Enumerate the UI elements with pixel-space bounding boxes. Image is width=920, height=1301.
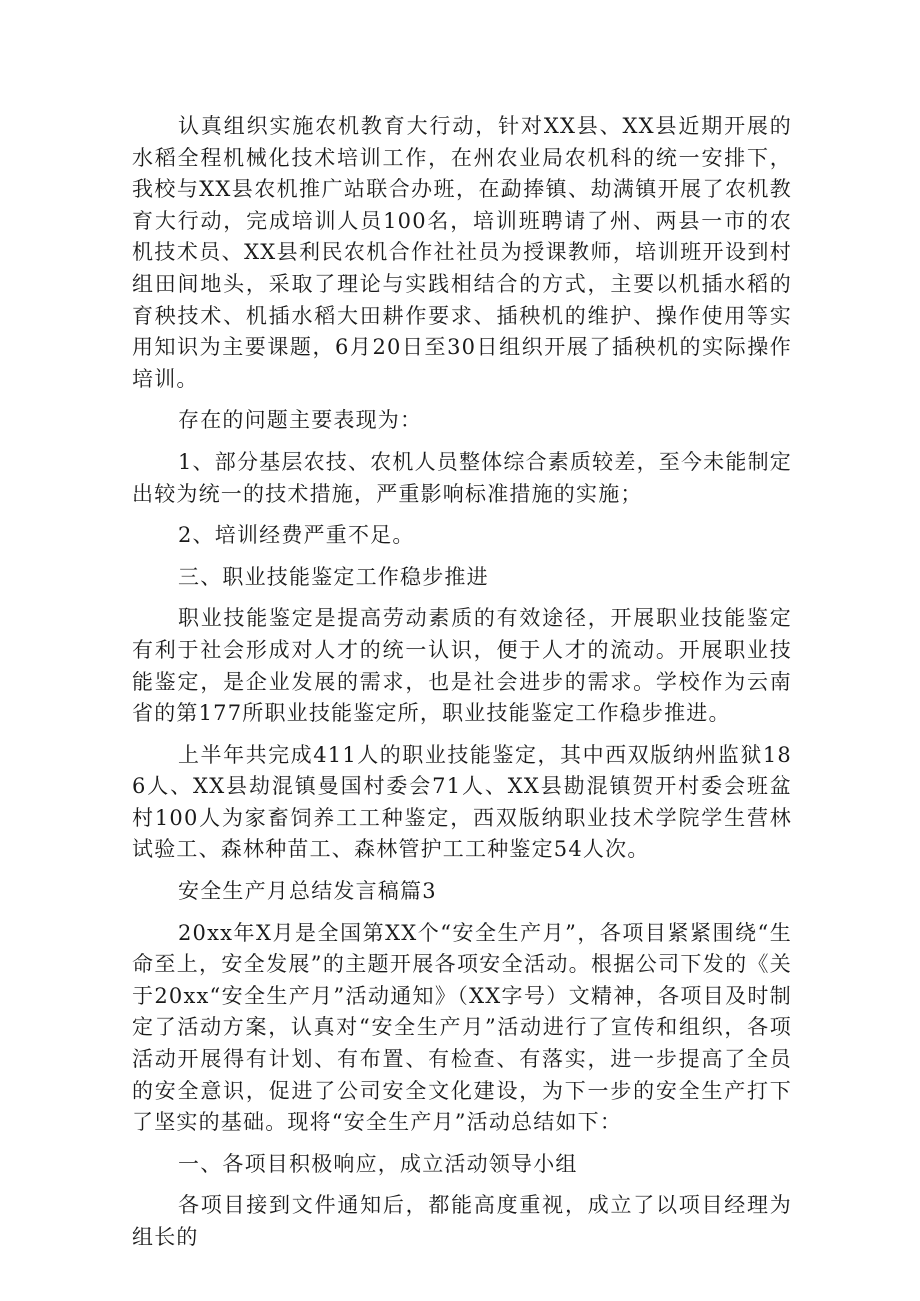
- paragraph-problems-intro: 存在的问题主要表现为：: [178, 408, 423, 433]
- document-body: [132, 111, 792, 1264]
- paragraph-assessment-results: 上半年共完成411人的职业技能鉴定，其中西双版纳州监狱186人、XX县劫混镇曼国村委会71人、XX县勘混镇贺开村委会班盆村100人为家畜饲养工工种鉴定，西双版纳职业技术学院学生营林试验工、森林种苗工、森林管护工工种鉴定54人次。: [132, 742, 792, 862]
- paragraph-training-program: 认真组织实施农机教育大行动，针对XX县、XX县近期开展的水稻全程机械化技术培训工作，在州农业局农机科的统一安排下，我校与XX县农机推广站联合办班，在勐捧镇、劫满镇开展了农机教育大行动，完成培训人员100名，培训班聘请了州、两县一市的农机技术员、XX县利民农机合作社社员为授课教师，培训班开设到村组田间地头，采取了理论与实践相结合的方式，主要以机插水稻的育秧技术、机插水稻大田耕作要求、插秧机的维护、操作使用等实用知识为主要课题，6月20日至30日组织开展了插秧机的实际操作培训。: [132, 114, 792, 391]
- paragraph-problem-1: 1、部分基层农技、农机人员整体综合素质较差，至今未能制定出较为统一的技术措施，严重影响标准措施的实施；: [132, 449, 792, 506]
- paragraph-skill-assessment: 职业技能鉴定是提高劳动素质的有效途径，开展职业技能鉴定有利于社会形成对人才的统一认识，便于人才的流动。开展职业技能鉴定，是企业发展的需求，也是社会进步的需求。学校作为云南省的第177所职业技能鉴定所，职业技能鉴定工作稳步推进。: [132, 606, 792, 726]
- section-heading-leadership-group: 一、各项目积极响应，成立活动领导小组: [178, 1151, 578, 1176]
- paragraph-problem-2: 2、培训经费严重不足。: [178, 523, 415, 548]
- article-title-part3: 安全生产月总结发言稿篇3: [178, 879, 437, 904]
- paragraph-safety-month: 20xx年X月是全国第XX个“安全生产月”，各项目紧紧围绕“生命至上，安全发展”的主题开展各项安全活动。根据公司下发的《关于20xx“安全生产月”活动通知》（XX字号）文精神，各项目及时制定了活动方案，认真对“安全生产月”活动进行了宣传和组织，各项活动开展得有计划、有布置、有检查、有落实，进一步提高了全员的安全意识，促进了公司安全文化建设，为下一步的安全生产打下了坚实的基础。现将“安全生产月”活动总结如下：: [132, 920, 792, 1135]
- section-heading-skill-assessment: 三、职业技能鉴定工作稳步推进: [178, 564, 489, 589]
- paragraph-leadership-group: 各项目接到文件通知后，都能高度重视，成立了以项目经理为组长的: [132, 1193, 792, 1249]
